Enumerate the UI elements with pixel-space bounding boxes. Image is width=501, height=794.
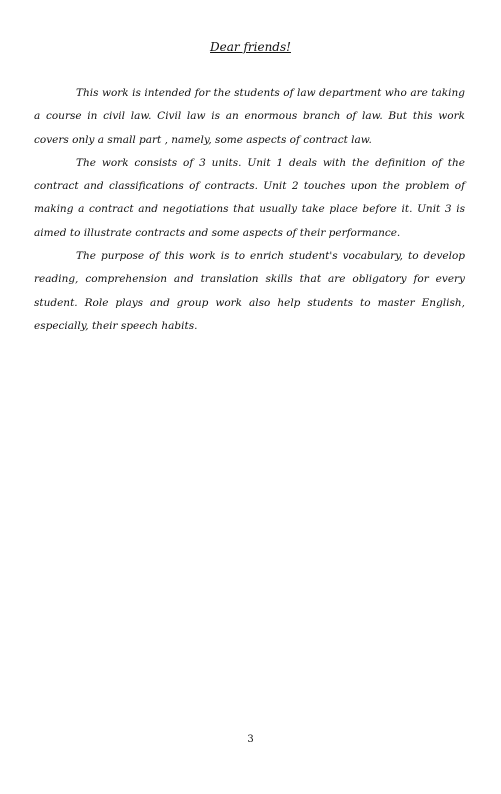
- paragraph-purpose: The purpose of this work is to enrich student's vocabulary, to develop reading, comprehension and translation skills that are obligatory for every student. Role plays and group work also help students to master English, especially, their speech habits.: [34, 250, 465, 332]
- page-title: Dear friends!: [210, 40, 291, 54]
- paragraph-intro: This work is intended for the students of law department who are taking a course in civil law. Civil law is an enormous branch of law. But this work covers only a small part , namely, some aspects of contract law.: [34, 87, 465, 146]
- body-text: [34, 82, 465, 338]
- page-number: 3: [247, 734, 254, 745]
- paragraph-units: The work consists of 3 units. Unit 1 deals with the definition of the contract and classifications of contracts. Unit 2 touches upon the problem of making a contract and negotiations that usually take place before it. Unit 3 is aimed to illustrate contracts and some aspects of their performance.: [34, 156, 465, 239]
